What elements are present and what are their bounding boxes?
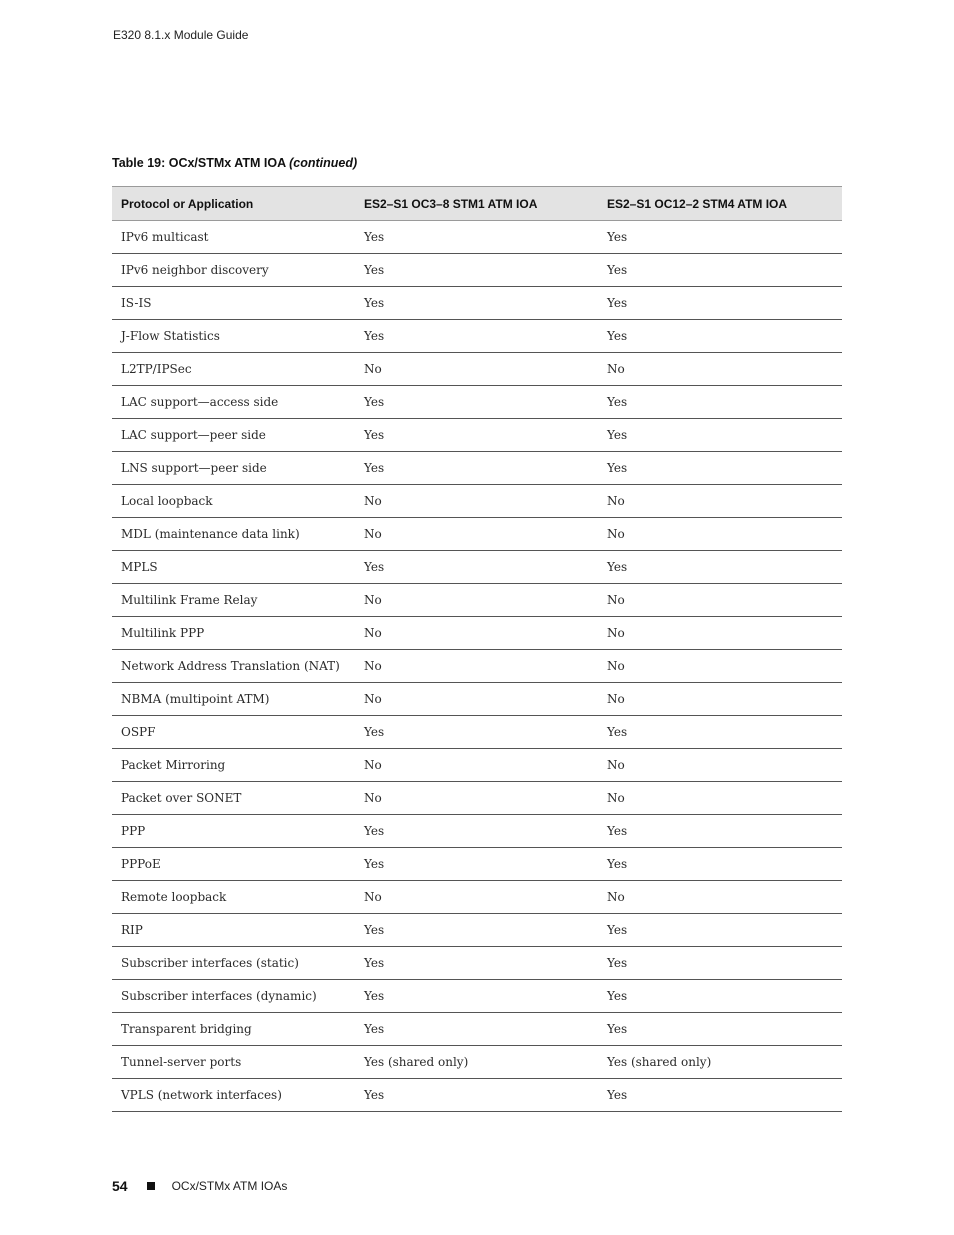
cell-oc3-support: Yes	[355, 320, 598, 353]
table-row	[112, 782, 842, 815]
page-number: 54	[112, 1178, 128, 1194]
cell-oc3-support: No	[355, 617, 598, 650]
cell-oc3-support: Yes	[355, 551, 598, 584]
table-row	[112, 881, 842, 914]
cell-oc3-support: Yes	[355, 1079, 598, 1112]
table-row	[112, 683, 842, 716]
cell-protocol: LAC support—access side	[112, 386, 355, 419]
page-footer	[112, 1178, 287, 1194]
table-row	[112, 980, 842, 1013]
cell-protocol: IPv6 multicast	[112, 221, 355, 254]
cell-oc12-support: Yes	[598, 1079, 842, 1112]
table-row	[112, 287, 842, 320]
cell-oc3-support: No	[355, 683, 598, 716]
cell-oc12-support: No	[598, 353, 842, 386]
cell-protocol: Transparent bridging	[112, 1013, 355, 1046]
cell-oc12-support: Yes	[598, 221, 842, 254]
cell-protocol: Subscriber interfaces (static)	[112, 947, 355, 980]
cell-oc12-support: Yes	[598, 980, 842, 1013]
table-row	[112, 386, 842, 419]
cell-protocol: PPP	[112, 815, 355, 848]
cell-oc12-support: Yes	[598, 419, 842, 452]
cell-oc3-support: No	[355, 584, 598, 617]
table-row	[112, 848, 842, 881]
cell-oc3-support: No	[355, 485, 598, 518]
cell-oc12-support: No	[598, 584, 842, 617]
cell-oc12-support: No	[598, 617, 842, 650]
cell-oc3-support: Yes	[355, 716, 598, 749]
table-row	[112, 221, 842, 254]
cell-oc12-support: No	[598, 485, 842, 518]
table-caption	[112, 156, 357, 170]
cell-oc3-support: No	[355, 353, 598, 386]
table-row	[112, 716, 842, 749]
table-row	[112, 815, 842, 848]
cell-oc3-support: No	[355, 518, 598, 551]
cell-oc12-support: Yes	[598, 452, 842, 485]
cell-oc12-support: Yes	[598, 386, 842, 419]
cell-oc12-support: Yes	[598, 254, 842, 287]
cell-oc12-support: Yes	[598, 551, 842, 584]
cell-oc12-support: No	[598, 683, 842, 716]
cell-oc12-support: Yes	[598, 947, 842, 980]
table-caption-continued: (continued)	[289, 156, 358, 170]
cell-oc3-support: Yes	[355, 914, 598, 947]
cell-oc12-support: Yes	[598, 320, 842, 353]
cell-oc3-support: No	[355, 881, 598, 914]
table-caption-title: Table 19: OCx/STMx ATM IOA	[112, 156, 286, 170]
cell-protocol: L2TP/IPSec	[112, 353, 355, 386]
table-row	[112, 353, 842, 386]
table-row	[112, 485, 842, 518]
footer-section-title: OCx/STMx ATM IOAs	[171, 1179, 288, 1193]
cell-protocol: OSPF	[112, 716, 355, 749]
cell-oc3-support: Yes	[355, 815, 598, 848]
table-row	[112, 419, 842, 452]
cell-oc3-support: Yes	[355, 1013, 598, 1046]
cell-oc12-support: No	[598, 518, 842, 551]
cell-oc12-support: Yes	[598, 1013, 842, 1046]
cell-oc12-support: Yes	[598, 287, 842, 320]
cell-oc12-support: Yes	[598, 848, 842, 881]
protocol-support-table	[112, 186, 842, 1112]
cell-protocol: Remote loopback	[112, 881, 355, 914]
cell-oc3-support: Yes	[355, 221, 598, 254]
cell-oc3-support: Yes	[355, 947, 598, 980]
cell-oc3-support: No	[355, 782, 598, 815]
cell-oc12-support: No	[598, 650, 842, 683]
cell-protocol: VPLS (network interfaces)	[112, 1079, 355, 1112]
cell-protocol: Local loopback	[112, 485, 355, 518]
cell-protocol: Packet Mirroring	[112, 749, 355, 782]
table-row	[112, 1079, 842, 1112]
cell-oc12-support: Yes (shared only)	[598, 1046, 842, 1079]
running-header: E320 8.1.x Module Guide	[113, 28, 249, 42]
cell-oc12-support: Yes	[598, 815, 842, 848]
table-row	[112, 551, 842, 584]
cell-protocol: MPLS	[112, 551, 355, 584]
cell-oc12-support: No	[598, 881, 842, 914]
cell-oc3-support: Yes	[355, 980, 598, 1013]
table-row	[112, 254, 842, 287]
table-row	[112, 452, 842, 485]
cell-protocol: NBMA (multipoint ATM)	[112, 683, 355, 716]
cell-oc3-support: Yes	[355, 419, 598, 452]
table-row	[112, 914, 842, 947]
table-row	[112, 749, 842, 782]
cell-oc12-support: No	[598, 782, 842, 815]
cell-oc3-support: Yes	[355, 848, 598, 881]
cell-protocol: IS-IS	[112, 287, 355, 320]
cell-protocol: Multilink PPP	[112, 617, 355, 650]
cell-oc3-support: Yes	[355, 287, 598, 320]
cell-oc3-support: No	[355, 650, 598, 683]
cell-protocol: LAC support—peer side	[112, 419, 355, 452]
cell-protocol: RIP	[112, 914, 355, 947]
cell-protocol: Multilink Frame Relay	[112, 584, 355, 617]
cell-oc12-support: Yes	[598, 914, 842, 947]
cell-oc3-support: Yes	[355, 452, 598, 485]
cell-oc3-support: Yes (shared only)	[355, 1046, 598, 1079]
square-bullet-icon	[147, 1182, 155, 1190]
cell-oc3-support: Yes	[355, 254, 598, 287]
column-header-oc3: ES2–S1 OC3–8 STM1 ATM IOA	[355, 187, 598, 221]
cell-oc3-support: Yes	[355, 386, 598, 419]
table-row	[112, 650, 842, 683]
cell-protocol: PPPoE	[112, 848, 355, 881]
cell-protocol: J-Flow Statistics	[112, 320, 355, 353]
table-row	[112, 617, 842, 650]
table-row	[112, 947, 842, 980]
table-body	[112, 221, 842, 1112]
table-row	[112, 320, 842, 353]
table-row	[112, 1046, 842, 1079]
table-row	[112, 518, 842, 551]
cell-oc3-support: No	[355, 749, 598, 782]
table-header-row	[112, 187, 842, 221]
table-row	[112, 1013, 842, 1046]
cell-protocol: Packet over SONET	[112, 782, 355, 815]
cell-protocol: MDL (maintenance data link)	[112, 518, 355, 551]
column-header-oc12: ES2–S1 OC12–2 STM4 ATM IOA	[598, 187, 842, 221]
cell-protocol: Network Address Translation (NAT)	[112, 650, 355, 683]
cell-protocol: Tunnel-server ports	[112, 1046, 355, 1079]
cell-protocol: Subscriber interfaces (dynamic)	[112, 980, 355, 1013]
cell-protocol: LNS support—peer side	[112, 452, 355, 485]
column-header-protocol: Protocol or Application	[112, 187, 355, 221]
cell-protocol: IPv6 neighbor discovery	[112, 254, 355, 287]
table-row	[112, 584, 842, 617]
cell-oc12-support: No	[598, 749, 842, 782]
cell-oc12-support: Yes	[598, 716, 842, 749]
